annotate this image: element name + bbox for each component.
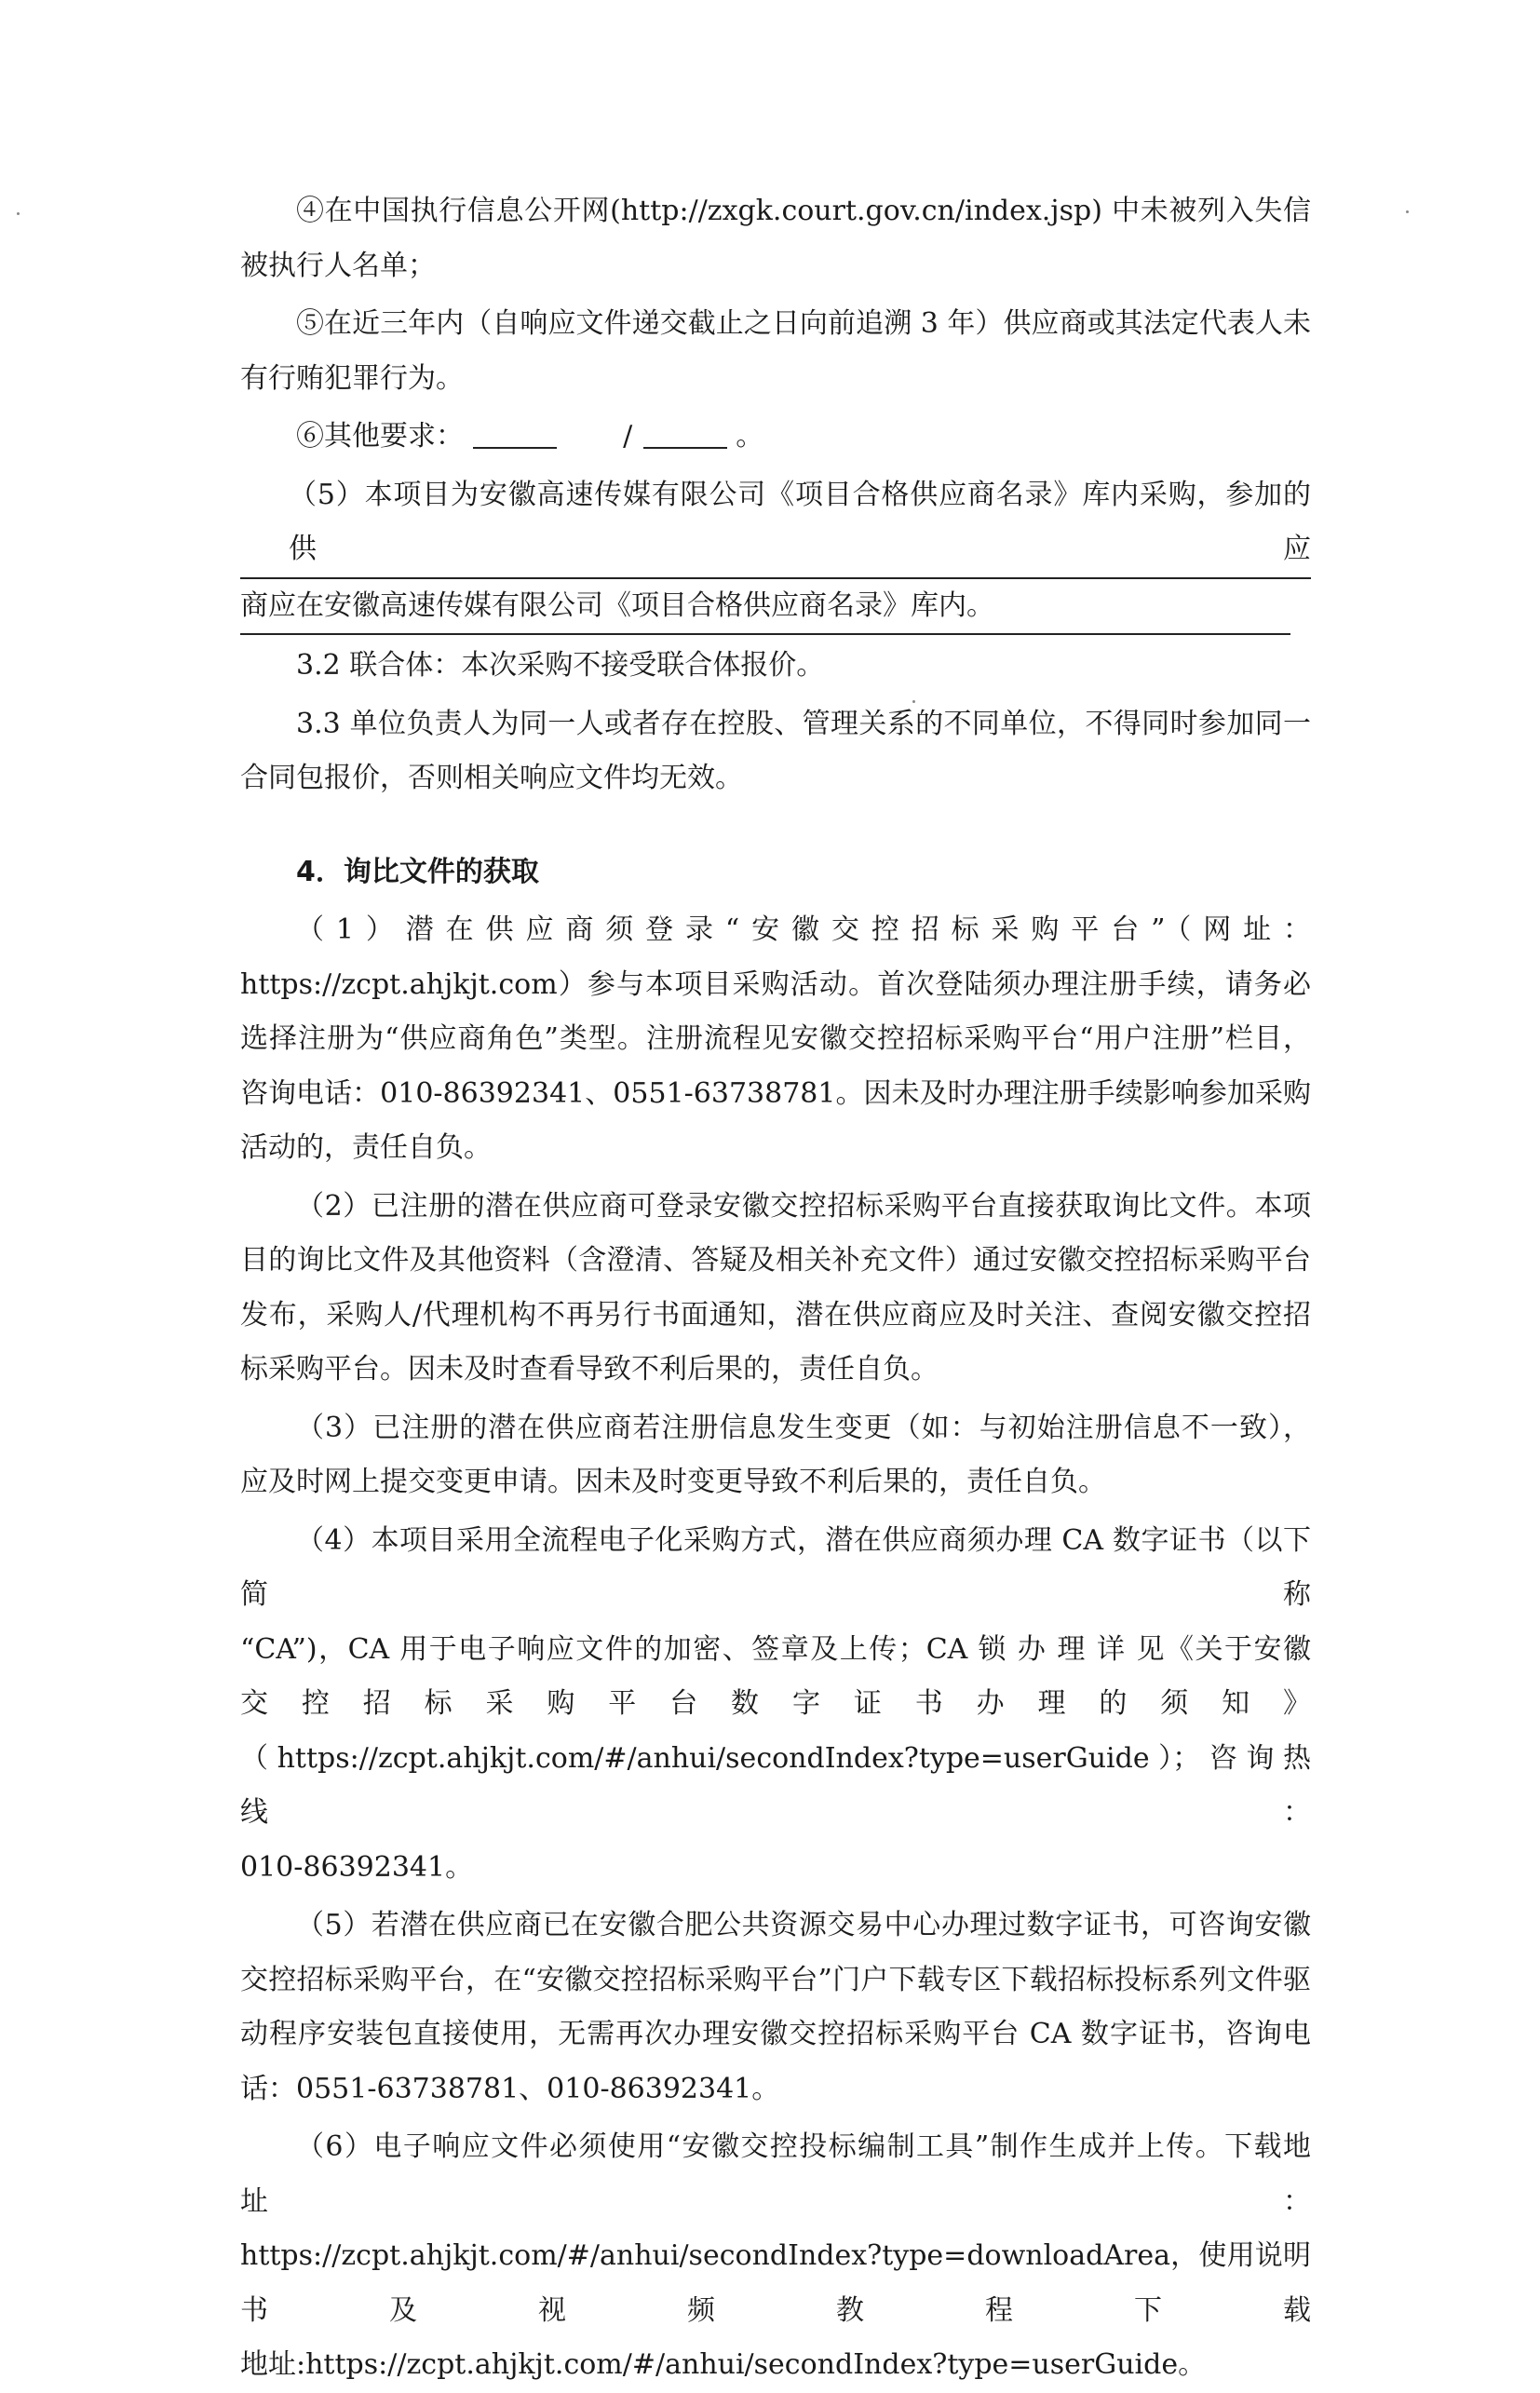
requirement-6: [240, 410, 1311, 465]
item-5-line-2: [240, 579, 1311, 636]
get-4-line-1: （4）本项目采用全流程电子化采购方式，潜在供应商须办理 CA 数字证书（以下简称: [240, 1523, 1311, 1611]
section-3-3: 3.3 单位负责人为同一人或者存在控股、管理关系的不同单位，不得同时参加同一合同包报价，否则相关响应文件均无效。: [240, 707, 1311, 794]
get-4-line-5: 010-86392341。: [240, 1850, 474, 1884]
get-6-line-2: https://zcpt.ahjkjt.com/#/anhui/secondIndex?type=downloadArea，使用说明书及视频教程下载: [240, 2239, 1311, 2327]
get-4-line-2: “CA”)，CA 用于电子响应文件的加密、签章及上传；CA 锁 办 理 详 见《关于安徽: [240, 1632, 1311, 1666]
get-6-line-3: 地址:https://zcpt.ahjkjt.com/#/anhui/secondIndex?type=userGuide。: [240, 2348, 1207, 2381]
blank-line: [643, 419, 727, 449]
scan-speck: [17, 212, 20, 215]
blank-slash: /: [623, 420, 633, 453]
get-3: （3）已注册的潜在供应商若注册信息发生变更（如：与初始注册信息不一致）， 应及时网上提交变更申请。因未及时变更导致不利后果的，责任自负。: [240, 1411, 1311, 1498]
get-4-line-3: 交控招标采购平台数字证书办理的须知》: [240, 1687, 1311, 1720]
blank-line: [473, 419, 557, 449]
item-5-line-2-text: 商应在安徽高速传媒有限公司《项目合格供应商名录》库内。: [240, 579, 1290, 636]
document-body: [240, 184, 1311, 2393]
section-3-2: 3.2 联合体：本次采购不接受联合体报价。: [296, 649, 825, 682]
requirement-4: ④在中国执行信息公开网(http://zxgk.court.gov.cn/index.jsp) 中未被列入失信被执行人名单；: [240, 195, 1311, 282]
scan-speck: [1406, 210, 1409, 213]
get-2: （2）已注册的潜在供应商可登录安徽交控招标采购平台直接获取询比文件。本项目的询比文件及其他资料（含澄清、答疑及相关补充文件）通过安徽交控招标采购平台发布，采购人/代理机构不再另行书面通知，潜在供应商应及时关注、查阅安徽交控招标采购平台。因未及时查看导致不利后果的，责任自负。: [240, 1189, 1311, 1386]
item-5-line-1: （5）本项目为安徽高速传媒有限公司《项目合格供应商名录》库内采购，参加的供应: [240, 468, 1311, 579]
requirement-5: ⑤在近三年内（自响应文件递交截止之日向前追溯 3 年）供应商或其法定代表人未有行贿犯罪行为。: [240, 307, 1311, 395]
requirement-6-end: 。: [736, 420, 764, 453]
get-6-line-1: （6）电子响应文件必须使用“安徽交控投标编制工具”制作生成并上传。下载地址：: [240, 2130, 1311, 2218]
get-5: （5）若潜在供应商已在安徽合肥公共资源交易中心办理过数字证书，可咨询安徽交控招标采购平台，在“安徽交控招标采购平台”门户下载专区下载招标投标系列文件驱动程序安装包直接使用，无需再次办理安徽交控招标采购平台 CA 数字证书，咨询电话：0551-63738781、010-86392341。: [240, 1909, 1311, 2105]
get-1-line-1: （1）潜在供应商须登录“安徽交控招标采购平台”（网址：: [296, 913, 1311, 946]
get-1-body: https://zcpt.ahjkjt.com）参与本项目采购活动。首次登陆须办理注册手续，请务必选择注册为“供应商角色”类型。注册流程见安徽交控招标采购平台“用户注册”栏目， 咨询电话：010-86392341、0551-63738781。因未及时办理注册手续影响参加采购活动的，责任自负。: [240, 967, 1311, 1164]
get-4-line-4: （ https://zcpt.ahjkjt.com/#/anhui/secondIndex?type=userGuide ）； 咨 询 热 线 ：: [240, 1741, 1311, 1829]
requirement-6-label: ⑥其他要求：: [296, 420, 464, 453]
section-heading-4: 4．询比文件的获取: [296, 855, 539, 888]
